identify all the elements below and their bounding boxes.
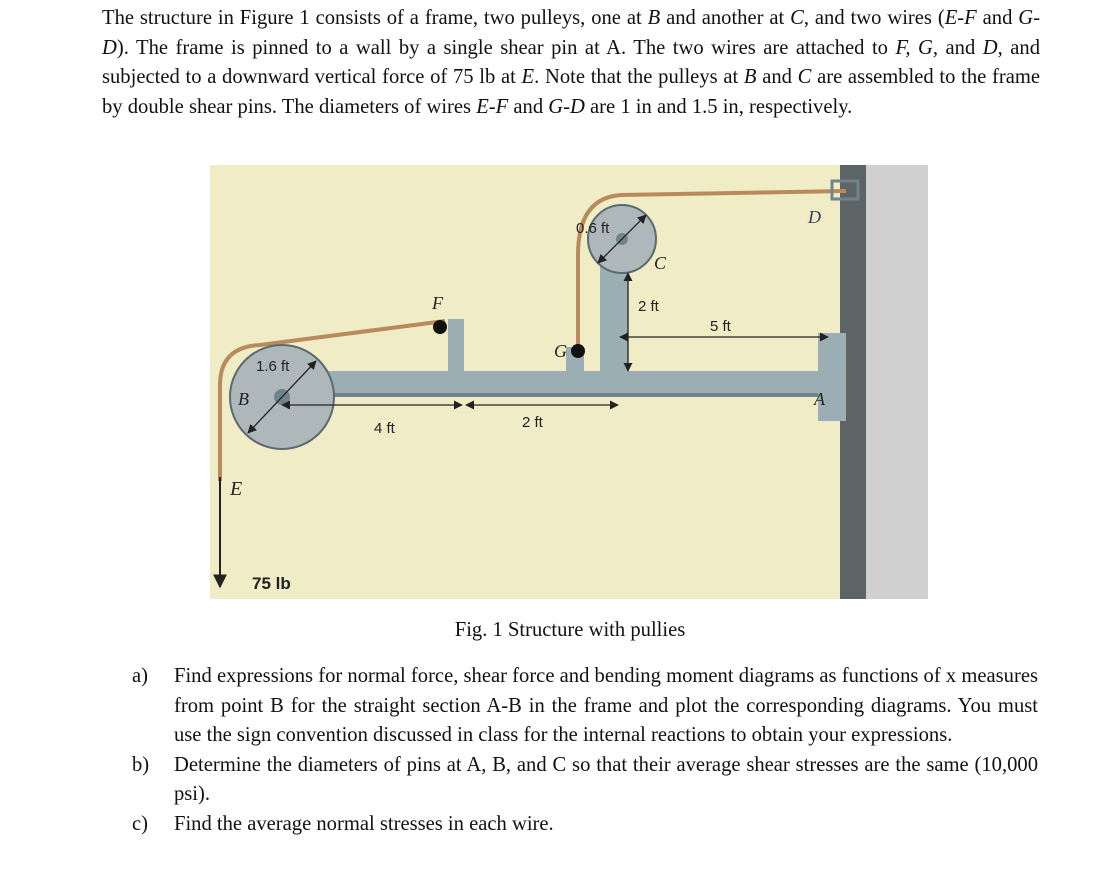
question-b	[130, 751, 1038, 810]
label-e: E	[230, 478, 243, 500]
question-list	[130, 662, 1038, 839]
label-b: B	[238, 389, 249, 409]
point-g-dot	[571, 344, 585, 358]
point-f-dot	[433, 320, 447, 334]
load-label: 75 lb	[252, 574, 291, 593]
label-f: F	[432, 293, 443, 313]
question-a	[130, 662, 1038, 751]
dim-label-pulley-c: 0.6 ft	[576, 220, 610, 237]
question-marker: a)	[132, 665, 148, 687]
label-a: A	[814, 389, 825, 409]
question-marker: b)	[132, 753, 150, 776]
question-c	[130, 810, 1038, 840]
figure-drawing	[210, 165, 928, 599]
label-c: C	[654, 253, 667, 273]
question-text: Find the average normal stresses in each wire.	[174, 812, 554, 835]
dim-label-span-bf: 4 ft	[374, 420, 395, 437]
dim-label-span-fg: 2 ft	[522, 414, 543, 431]
arm-f	[448, 319, 464, 373]
dim-label-c-height: 2 ft	[638, 298, 659, 315]
frame-beam-shadow	[282, 393, 830, 397]
structure-figure	[210, 165, 928, 599]
figure-caption: Fig. 1 Structure with pullies	[454, 619, 686, 641]
problem-statement: The structure in Figure 1 consists of a frame, two pulleys, one at B and another at C, and two wires (E-F and G-D). The frame is pinned to a wall by a single shear pin at A. The two wires are attached to F, G, and D, and subjected to a downward vertical force of 75 lb at E. Note that the pulleys at B and C are assembled to the frame by double shear pins. The diameters of wires E-F and G-D are 1 in and 1.5 in, respectively.	[102, 7, 1041, 118]
dim-label-span-a: 5 ft	[710, 318, 731, 335]
label-g: G	[554, 341, 567, 361]
label-d: D	[808, 207, 821, 227]
question-marker: c)	[132, 812, 148, 835]
question-text: Find expressions for normal force, shear force and bending moment diagrams as functions of x measures from point B for the straight section A-B in the frame and plot the corresponding diagrams. You must use the sign convention discussed in class for the internal reactions to obtain your expressions.	[174, 665, 1038, 746]
dim-label-pulley-b: 1.6 ft	[256, 358, 290, 375]
question-text: Determine the diameters of pins at A, B, and C so that their average shear stresses are the same (10,000 psi).	[174, 753, 1038, 805]
